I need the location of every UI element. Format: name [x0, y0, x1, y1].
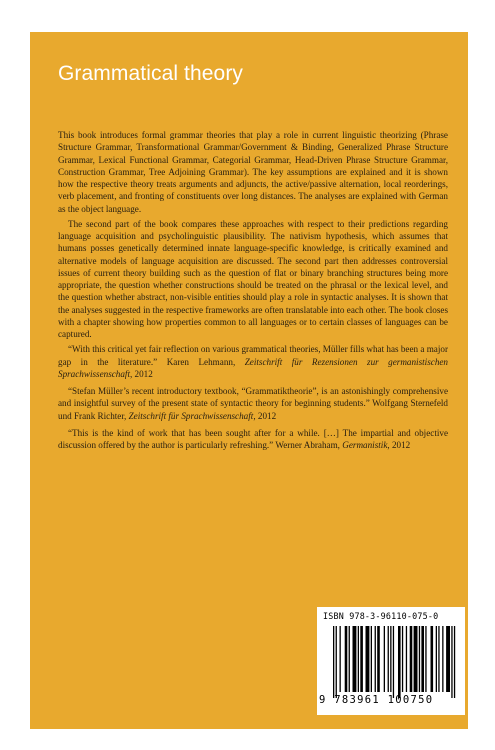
back-cover	[30, 32, 468, 729]
quote-text: “With this critical yet fair reflection on various grammatical theories, Müller fills what has been a major gap in the literature.” Karen Lehmann,	[58, 344, 448, 367]
barcode-bar	[446, 626, 450, 692]
barcode-bar	[366, 626, 370, 692]
barcode-bar	[436, 626, 437, 692]
barcode-bar	[442, 626, 443, 692]
barcode-bar	[410, 626, 413, 692]
quote-year: , 2012	[387, 440, 411, 450]
barcode-bar	[345, 626, 348, 692]
barcode-bar	[388, 626, 389, 692]
barcode-bar	[421, 626, 424, 692]
blurb-paragraph-1: This book introduces formal grammar theories that play a role in current linguistic theorizing (Phrase Structure Grammar, Transformational Grammar/Government & Binding, Generalized Phrase Structure Grammar, Lexical Functional Grammar, Categorial Grammar, Head-Driven Phrase Structure Grammar, Construction Grammar, Tree Adjoining Grammar). The key assumptions are explained and it is shown how the respective theory treats arguments and adjuncts, the active/passive alternation, local reorderings, verb placement, and fronting of constituents over long distances. The analyses are explained with German as the object language.	[58, 130, 448, 214]
barcode-bar	[375, 626, 376, 692]
barcode-bar	[419, 626, 420, 692]
barcode-bar	[402, 626, 403, 692]
barcode-bar	[398, 626, 401, 698]
review-quote-1	[58, 343, 448, 380]
barcode-bar	[349, 626, 350, 692]
barcode-digits: 9 783961 100750	[319, 694, 434, 706]
barcode-bar	[393, 626, 394, 698]
barcode-bar	[377, 626, 380, 692]
barcode-bar	[425, 626, 426, 692]
quote-source: Zeitschrift für Sprachwissenschaft	[128, 410, 254, 421]
isbn-barcode-box	[317, 607, 465, 715]
barcode-bar	[353, 626, 357, 692]
book-title: Grammatical theory	[58, 62, 244, 85]
barcode-bar	[390, 626, 391, 692]
barcode-bar	[336, 626, 337, 698]
quote-source: Germanistik	[342, 440, 388, 450]
barcode-bar	[431, 626, 434, 692]
barcode-bar	[340, 626, 341, 692]
quote-year: , 2012	[253, 410, 277, 421]
barcode-bar	[371, 626, 372, 692]
barcode-bar	[438, 626, 439, 692]
barcode-bar	[384, 626, 385, 692]
quote-year: , 2012	[129, 368, 153, 379]
blurb-text	[58, 129, 448, 456]
barcode-bar	[454, 626, 455, 698]
quote-text: “Stefan Müller’s recent introductory textbook, “Grammatiktheorie”, is an astonishingly comprehensive and insightful survey of the present state of syntactic theory for beginning students.” Wolfgang Sternefeld und Frank Richter,	[58, 386, 448, 421]
blurb-paragraph-2: The second part of the book compares these approaches with respect to their predictions regarding language acquisition and psycholinguistic plausibility. The nativism hypothesis, which assumes that humans posses genetically determined innate language-specific knowledge, is critically examined and alternative models of language acquisition are discussed. The second part then addresses controversial issues of current theory building such as the question of flat or binary branching structures being more appropriate, the question whether constructions should be treated on the phrasal or the lexical level, and the question whether abstract, non-visible entities should play a role in syntactic analyses. It is shown that the analyses suggested in the respective frameworks are often translatable into each other. The book closes with a chapter showing how properties common to all languages or to certain classes of languages can be captured.	[58, 218, 448, 339]
quote-source: Zeitschrift für Rezensionen zur germanistischen Sprachwissenschaft	[58, 356, 448, 379]
barcode-bar	[360, 626, 363, 692]
barcode-bar	[451, 626, 452, 698]
barcode-bar	[358, 626, 359, 692]
barcode-bar	[333, 626, 334, 698]
review-quote-2	[58, 385, 448, 422]
review-quote-3	[58, 427, 448, 452]
isbn-label: ISBN 978-3-96110-075-0	[323, 611, 439, 621]
barcode-icon	[331, 626, 457, 698]
barcode-bar	[414, 626, 418, 692]
barcode-bar	[406, 626, 407, 692]
quote-text: “This is the kind of work that has been sought after for a while. […] The impartial and objective discussion offered by the author is particularly refreshing.” Werner Abraham,	[58, 427, 448, 450]
